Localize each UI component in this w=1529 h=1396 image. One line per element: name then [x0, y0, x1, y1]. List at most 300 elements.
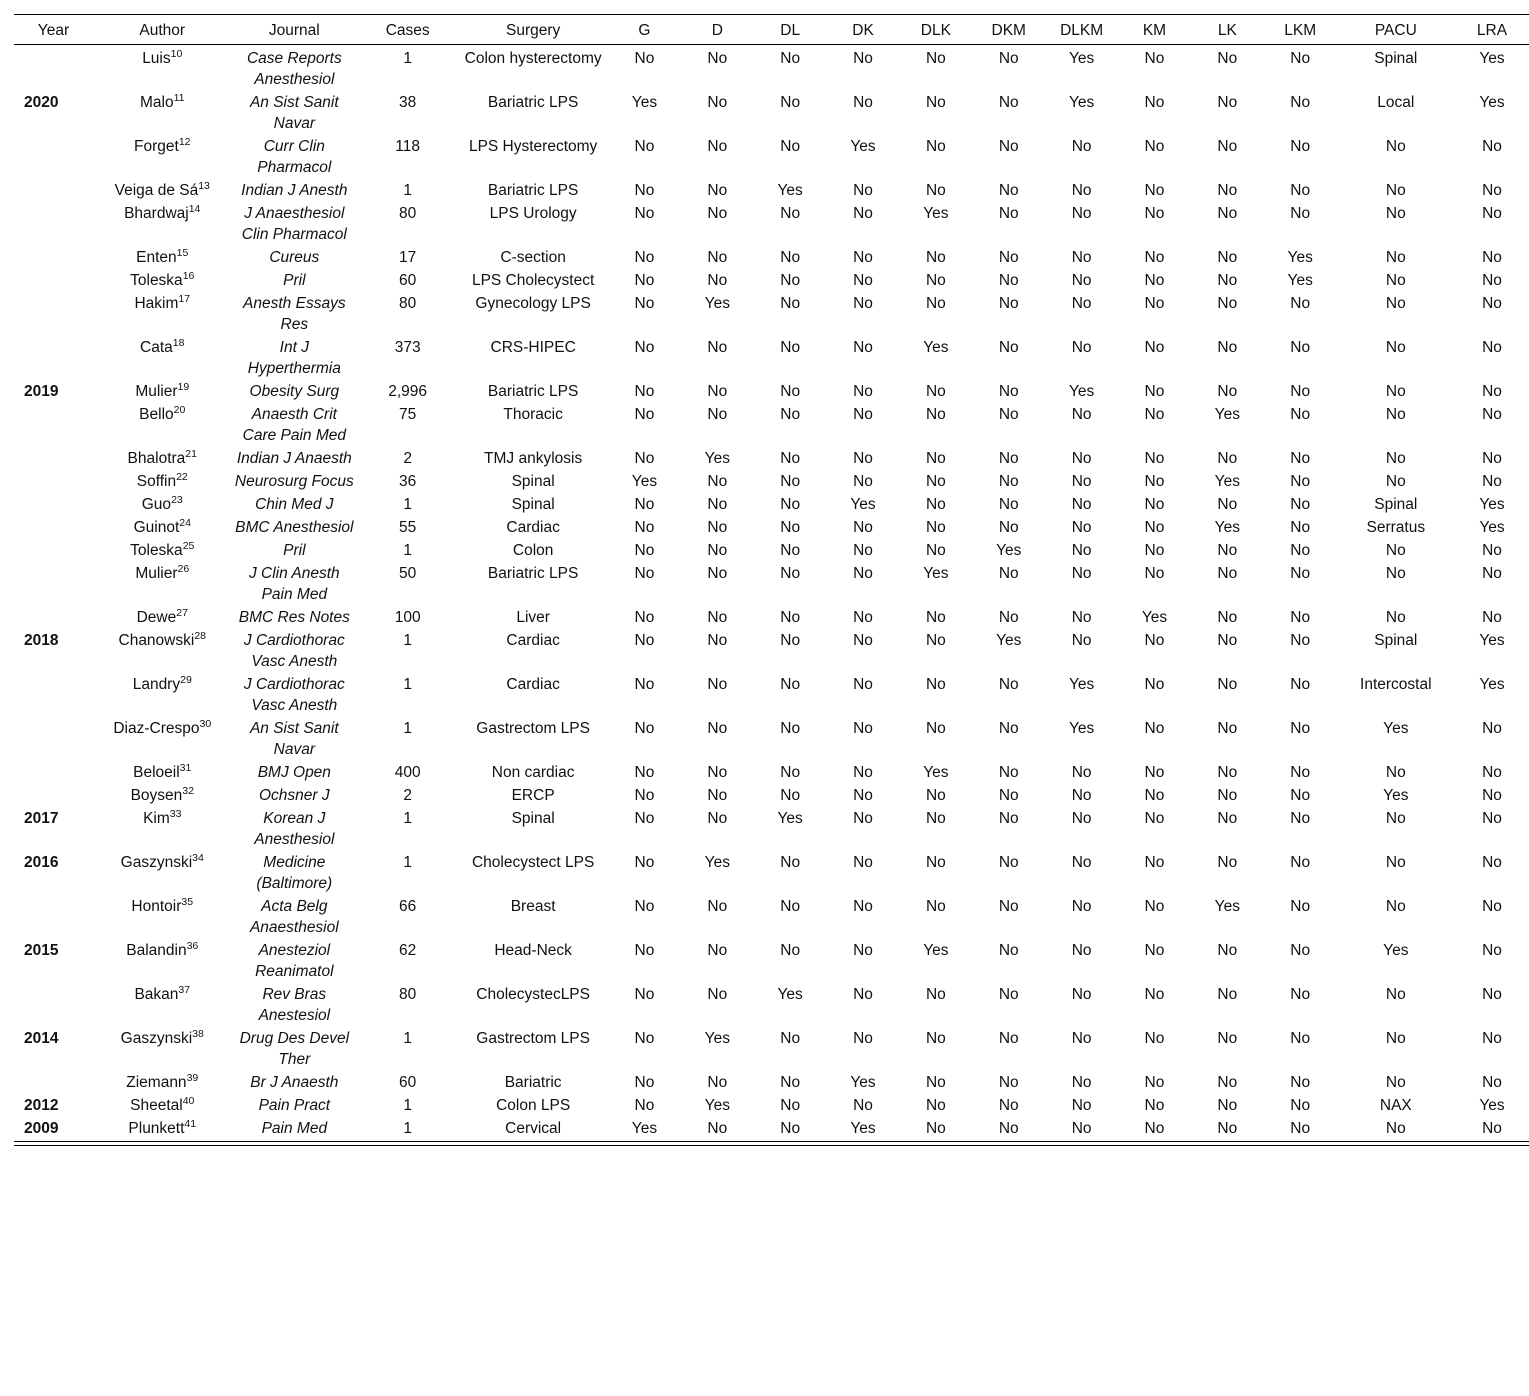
value-cell: No	[1144, 787, 1165, 804]
journal-cell: Indian J Anaesth	[236, 450, 352, 467]
journal-cell: BMC Anesthesiol	[235, 519, 354, 536]
journal-cell: BMJ Open	[257, 764, 331, 781]
author-cell	[93, 292, 232, 336]
literature-table	[14, 14, 1529, 1142]
year-cell: 2014	[24, 1030, 59, 1047]
value-cell: No	[1290, 854, 1311, 871]
value-cell: No	[925, 450, 946, 467]
cases-cell: 60	[399, 272, 417, 289]
value-cell: No	[707, 496, 728, 513]
value-cell: No	[1290, 50, 1311, 67]
value-cell: No	[780, 450, 801, 467]
value-cell: No	[853, 542, 873, 559]
reference-number: 27	[176, 606, 188, 619]
column-header: Author	[93, 15, 232, 45]
table-row	[14, 403, 1529, 447]
value-cell: No	[780, 898, 801, 915]
value-cell: No	[1217, 1097, 1238, 1114]
table-row	[14, 983, 1529, 1027]
value-cell: Yes	[827, 1117, 900, 1142]
value-cell: No	[1482, 898, 1502, 915]
year-cell	[14, 673, 93, 717]
author-cell	[93, 179, 232, 202]
value-cell: No	[1144, 138, 1165, 155]
author-cell	[93, 135, 232, 179]
surgery-cell: Cardiac	[506, 676, 560, 693]
reference-number: 39	[186, 1071, 199, 1084]
value-cell: No	[1217, 295, 1238, 312]
year-cell	[14, 983, 93, 1027]
value-cell: No	[853, 339, 873, 356]
column-header: LRA	[1455, 15, 1529, 45]
value-cell: No	[853, 787, 873, 804]
table-row	[14, 202, 1529, 246]
value-cell: No	[1482, 138, 1502, 155]
journal-cell: Cureus	[269, 249, 320, 266]
value-cell: No	[634, 182, 655, 199]
value-cell: No	[998, 249, 1019, 266]
value-cell: No	[998, 986, 1019, 1003]
value-cell: No	[998, 272, 1019, 289]
value-cell: No	[998, 609, 1019, 626]
value-cell: Yes	[1383, 787, 1409, 804]
value-cell: No	[634, 787, 655, 804]
year-cell	[14, 336, 93, 380]
author-name: Beloeil	[133, 764, 180, 781]
year-cell	[14, 1071, 93, 1094]
value-cell: No	[1144, 496, 1165, 513]
value-cell: Yes	[850, 1074, 876, 1091]
value-cell: No	[1144, 632, 1165, 649]
reference-number: 35	[181, 895, 194, 908]
surgery-cell: Gastrectom LPS	[476, 1030, 590, 1047]
year-cell: 2018	[24, 632, 59, 649]
reference-number: 28	[194, 629, 206, 642]
value-cell: No	[1385, 565, 1406, 582]
value-cell: No	[1217, 632, 1238, 649]
reference-number: 14	[188, 202, 201, 215]
journal-cell: Pril	[283, 542, 306, 559]
reference-number: 41	[184, 1117, 197, 1130]
cases-cell: 1	[403, 676, 412, 693]
value-cell: No	[780, 565, 801, 582]
value-cell: No	[1144, 249, 1165, 266]
author-name: Forget	[134, 138, 179, 155]
value-cell: No	[707, 406, 728, 423]
value-cell: No	[1217, 565, 1238, 582]
value-cell: Yes	[1214, 898, 1240, 915]
reference-number: 40	[182, 1094, 195, 1107]
value-cell: No	[1071, 854, 1092, 871]
cases-cell: 2,996	[388, 383, 428, 400]
value-cell: No	[1290, 898, 1311, 915]
author-name: Boysen	[130, 787, 183, 804]
value-cell: No	[1217, 383, 1238, 400]
surgery-cell: Gastrectom LPS	[476, 720, 590, 737]
author-cell	[93, 1117, 232, 1142]
value-cell: No	[1482, 764, 1502, 781]
value-cell: Spinal	[1374, 496, 1418, 513]
value-cell: No	[780, 272, 801, 289]
cases-cell: 38	[399, 94, 417, 111]
cases-cell: 62	[399, 942, 417, 959]
value-cell: No	[634, 1030, 655, 1047]
value-cell: No	[1290, 720, 1311, 737]
value-cell: No	[707, 473, 728, 490]
value-cell: No	[1217, 1030, 1238, 1047]
value-cell: No	[925, 542, 946, 559]
reference-number: 16	[182, 269, 195, 282]
journal-cell: J Anaesthesiol Clin Pharmacol	[241, 205, 347, 243]
value-cell: No	[925, 609, 946, 626]
value-cell: No	[1071, 339, 1092, 356]
year-cell	[14, 717, 93, 761]
column-header: DKM	[972, 15, 1045, 45]
value-cell: No	[634, 496, 655, 513]
author-cell	[93, 91, 232, 135]
value-cell: No	[1071, 519, 1092, 536]
author-cell	[93, 269, 232, 292]
value-cell: No	[707, 986, 728, 1003]
value-cell: No	[1482, 383, 1502, 400]
reference-number: 36	[186, 939, 199, 952]
value-cell: No	[634, 565, 655, 582]
year-cell	[14, 292, 93, 336]
reference-number: 18	[172, 336, 185, 349]
value-cell: Spinal	[1374, 50, 1418, 67]
author-name: Luis	[142, 50, 171, 67]
cases-cell: 100	[394, 609, 421, 626]
surgery-cell: Spinal	[511, 496, 555, 513]
value-cell: No	[853, 205, 873, 222]
value-cell: No	[998, 1074, 1019, 1091]
year-cell: 2012	[24, 1097, 59, 1114]
value-cell: No	[1144, 565, 1165, 582]
value-cell: Yes	[1479, 94, 1505, 111]
author-name: Toleska	[130, 542, 183, 559]
value-cell: No	[1217, 339, 1238, 356]
author-name: Diaz-Crespo	[113, 720, 200, 737]
year-cell: 2019	[24, 383, 59, 400]
value-cell: No	[780, 94, 801, 111]
cases-cell: 2	[403, 450, 412, 467]
value-cell: No	[998, 942, 1019, 959]
value-cell: No	[1482, 542, 1502, 559]
value-cell: No	[1071, 249, 1092, 266]
value-cell: No	[1290, 764, 1311, 781]
value-cell: No	[998, 383, 1019, 400]
value-cell: No	[925, 249, 946, 266]
author-name: Malo	[140, 94, 174, 111]
value-cell: No	[1290, 1030, 1311, 1047]
journal-cell: Anaesth Crit Care Pain Med	[242, 406, 347, 444]
value-cell: No	[634, 854, 655, 871]
value-cell: No	[1290, 295, 1311, 312]
value-cell: No	[1264, 1117, 1337, 1142]
value-cell: No	[1191, 1117, 1264, 1142]
table-row	[14, 562, 1529, 606]
year-cell	[14, 246, 93, 269]
value-cell: No	[853, 406, 873, 423]
table-row	[14, 717, 1529, 761]
value-cell: No	[1144, 1030, 1165, 1047]
value-cell: No	[1482, 1074, 1502, 1091]
value-cell: No	[1385, 406, 1406, 423]
table-row	[14, 135, 1529, 179]
value-cell: No	[1290, 450, 1311, 467]
value-cell: No	[1071, 1030, 1092, 1047]
value-cell: No	[1217, 854, 1238, 871]
value-cell: No	[1385, 1030, 1406, 1047]
value-cell: Yes	[704, 1097, 730, 1114]
value-cell: No	[634, 942, 655, 959]
journal-cell: An Sist Sanit Navar	[249, 94, 339, 132]
table-header	[14, 15, 1529, 45]
table-row	[14, 45, 1529, 92]
journal-cell: Int J Hyperthermia	[247, 339, 341, 377]
value-cell: Serratus	[1366, 519, 1426, 536]
value-cell: No	[1071, 496, 1092, 513]
value-cell: No	[925, 1097, 946, 1114]
value-cell: No	[925, 406, 946, 423]
year-cell	[14, 470, 93, 493]
journal-cell: Curr Clin Pharmacol	[257, 138, 332, 176]
surgery-cell: Spinal	[511, 473, 555, 490]
value-cell: No	[707, 383, 728, 400]
value-cell: No	[707, 205, 728, 222]
reference-number: 15	[176, 246, 189, 259]
value-cell: No	[634, 986, 655, 1003]
value-cell: No	[998, 450, 1019, 467]
value-cell: No	[707, 787, 728, 804]
reference-number: 11	[173, 91, 185, 104]
value-cell: No	[1144, 810, 1165, 827]
value-cell: Yes	[923, 764, 949, 781]
year-cell: 2017	[24, 810, 59, 827]
author-name: Veiga de Sá	[114, 182, 199, 199]
value-cell: Yes	[1214, 519, 1240, 536]
value-cell: No	[1385, 450, 1406, 467]
value-cell: Yes	[777, 810, 803, 827]
value-cell: No	[1290, 339, 1311, 356]
value-cell: No	[1217, 764, 1238, 781]
value-cell: No	[707, 632, 728, 649]
value-cell: No	[1144, 1074, 1165, 1091]
value-cell: No	[780, 406, 801, 423]
author-name: Chanowski	[118, 632, 195, 649]
cases-cell: 400	[394, 764, 421, 781]
value-cell: No	[1482, 406, 1502, 423]
value-cell: No	[707, 1074, 728, 1091]
value-cell: No	[1482, 720, 1502, 737]
year-cell	[14, 269, 93, 292]
cases-cell: 17	[399, 249, 417, 266]
value-cell: No	[780, 519, 801, 536]
value-cell: No	[634, 1097, 655, 1114]
cases-cell: 60	[399, 1074, 417, 1091]
value-cell: No	[780, 1097, 801, 1114]
value-cell: No	[634, 205, 655, 222]
value-cell: No	[1217, 450, 1238, 467]
cases-cell: 118	[395, 138, 421, 155]
value-cell: No	[634, 609, 655, 626]
surgery-cell: C-section	[500, 249, 566, 266]
value-cell: No	[634, 50, 655, 67]
value-cell: No	[1290, 565, 1311, 582]
value-cell: No	[1071, 138, 1092, 155]
column-header: LKM	[1264, 15, 1337, 45]
value-cell: No	[1385, 249, 1406, 266]
value-cell: No	[853, 898, 873, 915]
value-cell: No	[853, 383, 873, 400]
surgery-cell: Cardiac	[506, 519, 560, 536]
value-cell: No	[754, 1117, 827, 1142]
value-cell: No	[1217, 542, 1238, 559]
value-cell: Yes	[704, 1030, 730, 1047]
value-cell: No	[998, 720, 1019, 737]
value-cell: No	[1482, 854, 1502, 871]
cases-cell: 1	[403, 496, 412, 513]
table-row	[14, 606, 1529, 629]
value-cell: Intercostal	[1360, 676, 1432, 693]
value-cell: No	[1482, 450, 1502, 467]
journal-cell: J Clin Anesth Pain Med	[248, 565, 340, 603]
value-cell: No	[1217, 609, 1238, 626]
journal-cell: Korean J Anesthesiol	[254, 810, 335, 848]
value-cell: No	[1071, 205, 1092, 222]
reference-number: 38	[192, 1027, 204, 1040]
value-cell: No	[925, 496, 946, 513]
reference-number: 19	[177, 380, 190, 393]
value-cell: No	[1385, 1074, 1406, 1091]
value-cell: No	[634, 542, 655, 559]
value-cell: No	[1217, 249, 1238, 266]
value-cell: No	[1144, 1097, 1165, 1114]
table-row	[14, 516, 1529, 539]
author-cell	[93, 1094, 232, 1117]
value-cell: Yes	[631, 473, 658, 490]
table-row	[14, 179, 1529, 202]
value-cell: No	[853, 676, 873, 693]
author-cell	[93, 784, 232, 807]
cases-cell: 80	[399, 986, 417, 1003]
surgery-cell: ERCP	[511, 787, 555, 804]
value-cell: Yes	[996, 542, 1022, 559]
author-name: Enten	[136, 249, 177, 266]
value-cell: No	[853, 295, 873, 312]
value-cell: Yes	[1479, 1097, 1505, 1114]
author-name: Landry	[132, 676, 181, 693]
value-cell: No	[1290, 519, 1311, 536]
value-cell: Yes	[1214, 406, 1240, 423]
value-cell: No	[853, 764, 873, 781]
year-cell	[14, 539, 93, 562]
value-cell: Yes	[1479, 50, 1505, 67]
year-cell	[14, 45, 93, 92]
value-cell: Yes	[1068, 50, 1095, 67]
table-row	[14, 539, 1529, 562]
table-container	[14, 14, 1529, 1142]
value-cell: No	[925, 1030, 946, 1047]
value-cell: No	[1290, 810, 1311, 827]
value-cell: No	[853, 94, 873, 111]
value-cell: No	[998, 810, 1019, 827]
value-cell: No	[1144, 94, 1165, 111]
surgery-cell: Bariatric LPS	[487, 182, 579, 199]
value-cell: Local	[1377, 94, 1415, 111]
author-name: Sheetal	[130, 1097, 183, 1114]
value-cell: No	[853, 854, 873, 871]
journal-cell: Pain Med	[232, 1117, 357, 1142]
year-cell	[14, 493, 93, 516]
value-cell: No	[634, 1074, 655, 1091]
cases-cell: 1	[403, 632, 412, 649]
value-cell: No	[634, 383, 655, 400]
author-name: Mulier	[135, 565, 178, 582]
table-row	[14, 895, 1529, 939]
reference-number: 26	[177, 562, 190, 575]
journal-cell: Ochsner J	[259, 787, 330, 804]
journal-cell: Pain Pract	[258, 1097, 331, 1114]
author-cell	[93, 470, 232, 493]
value-cell: No	[634, 632, 655, 649]
value-cell: Yes	[777, 182, 803, 199]
value-cell: No	[972, 1117, 1045, 1142]
value-cell: No	[634, 272, 655, 289]
cases-cell: 66	[399, 898, 417, 915]
surgery-cell: Cervical	[458, 1117, 608, 1142]
value-cell: Yes	[923, 339, 949, 356]
value-cell: No	[1217, 94, 1238, 111]
value-cell: No	[780, 1030, 801, 1047]
surgery-cell: Bariatric	[504, 1074, 562, 1091]
journal-cell: Medicine (Baltimore)	[256, 854, 333, 892]
table-row	[14, 246, 1529, 269]
value-cell: No	[1144, 898, 1165, 915]
cases-cell: 1	[403, 50, 412, 67]
table-row	[14, 336, 1529, 380]
author-name: Bhardwaj	[124, 205, 189, 222]
journal-cell: Br J Anaesth	[250, 1074, 339, 1091]
value-cell: Yes	[1479, 676, 1505, 693]
surgery-cell: TMJ ankylosis	[484, 450, 583, 467]
value-cell: No	[998, 473, 1019, 490]
surgery-cell: Non cardiac	[491, 764, 575, 781]
table-row	[14, 269, 1529, 292]
value-cell: No	[1385, 609, 1406, 626]
value-cell: No	[780, 764, 801, 781]
value-cell: No	[998, 1097, 1019, 1114]
value-cell: No	[1071, 787, 1092, 804]
value-cell: No	[1217, 272, 1238, 289]
value-cell: No	[998, 676, 1019, 693]
value-cell: Yes	[923, 205, 949, 222]
value-cell: No	[1290, 942, 1311, 959]
header-row	[14, 15, 1529, 45]
value-cell: No	[1217, 986, 1238, 1003]
column-header: Year	[14, 15, 93, 45]
value-cell: No	[853, 50, 873, 67]
reference-number: 33	[169, 807, 182, 820]
author-cell	[93, 380, 232, 403]
value-cell: No	[925, 787, 946, 804]
year-cell	[14, 606, 93, 629]
value-cell: No	[1482, 272, 1502, 289]
reference-number: 22	[176, 470, 188, 483]
value-cell: No	[1290, 1074, 1311, 1091]
reference-number: 37	[178, 983, 191, 996]
value-cell: No	[899, 1117, 972, 1142]
